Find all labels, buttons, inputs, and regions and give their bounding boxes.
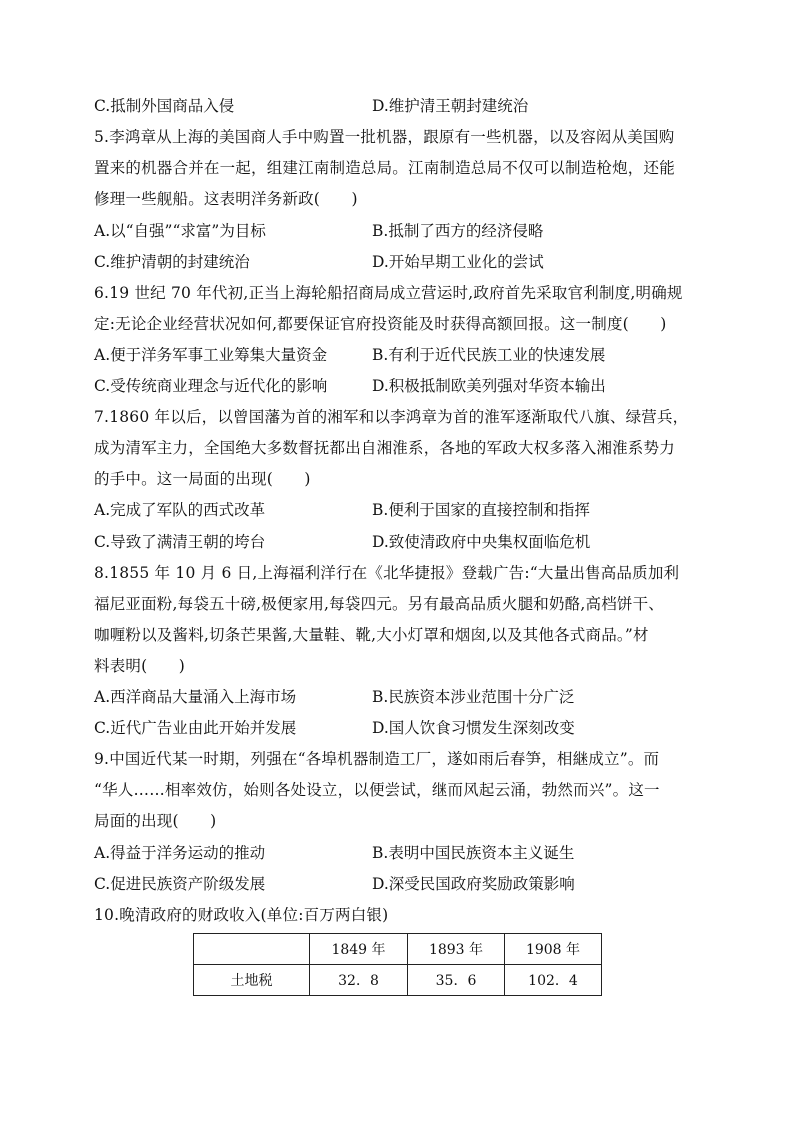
table-row [194,965,602,996]
q7-option-c: C.导致了满清王朝的垮台 [94,533,266,551]
q5-option-a: A.以“自强”“求富”为目标 [94,222,266,240]
q7-option-d: D.致使清政府中央集权面临危机 [372,533,591,551]
q5-stem-line: 5.李鸿章从上海的美国商人手中购置一批机器，跟原有一些机器，以及容闳从美国购 [94,128,675,146]
q7-option-b: B.便利于国家的直接控制和指挥 [372,501,590,519]
q8-option-a: A.西洋商品大量涌入上海市场 [94,688,297,706]
table-header-cell: 1908 年 [505,934,602,965]
q5-option-d: D.开始早期工业化的尝试 [372,253,544,271]
q6-stem-line: 6.19 世纪 70 年代初,正当上海轮船招商局成立营运时,政府首先采取官利制度,明确规 [94,284,683,302]
q5-stem-line: 修理一些舰船。这表明洋务新政( ) [94,190,358,208]
table-cell: 102．4 [505,965,602,996]
q7-stem-line: 成为清军主力，全国绝大多数督抚都出自湘淮系，各地的军政大权多落入湘淮系势力 [94,439,675,457]
q9-stem-line: “华人……相率效仿，始则各处设立，以便尝试，继而风起云涌，勃然而兴”。这一 [94,781,660,799]
q9-option-c: C.促进民族资产阶级发展 [94,875,266,893]
q9-stem-line: 9.中国近代某一时期，列强在“各埠机器制造工厂，遂如雨后春笋，相継成立”。而 [94,750,660,768]
q5-option-c: C.维护清朝的封建统治 [94,253,250,271]
q8-stem-line: 料表明( ) [94,657,185,675]
table-cell: 土地税 [194,965,310,996]
q9-stem-line: 局面的出现( ) [94,812,217,830]
q9-option-a: A.得益于洋务运动的推动 [94,844,266,862]
q8-option-c: C.近代广告业由此开始并发展 [94,719,297,737]
q6-option-b: B.有利于近代民族工业的快速发展 [372,346,606,364]
q8-stem-line: 8.1855 年 10 月 6 日,上海福利洋行在《北华捷报》登载广告:“大量出售高品质加利 [94,564,680,582]
q8-stem-line: 福尼亚面粉,每袋五十磅,极便家用,每袋四元。另有最高品质火腿和奶酪,高档饼干、 [94,595,665,613]
q7-stem-line: 7.1860 年以后，以曾国藩为首的湘军和以李鸿章为首的淮军逐渐取代八旗、绿营兵， [94,408,689,426]
q4-option-c: C.抵制外国商品入侵 [94,97,235,115]
q6-stem-line: 定:无论企业经营状况如何,都要保证官府投资能及时获得高额回报。这一制度( ) [94,315,667,333]
q7-option-a: A.完成了军队的西式改革 [94,501,266,519]
table-header-row [194,934,602,965]
q5-option-b: B.抵制了西方的经济侵略 [372,222,544,240]
q8-option-b: B.民族资本涉业范围十分广泛 [372,688,575,706]
q7-stem-line: 的手中。这一局面的出现( ) [94,470,311,488]
q8-option-d: D.国人饮食习惯发生深刻改变 [372,719,575,737]
q4-option-d: D.维护清王朝封建统治 [372,97,529,115]
q6-option-a: A.便于洋务军事工业筹集大量资金 [94,346,328,364]
q10-stem: 10.晚清政府的财政收入(单位:百万两白银) [94,906,389,924]
table-cell: 32．8 [310,965,408,996]
q6-option-c: C.受传统商业理念与近代化的影响 [94,377,328,395]
q9-option-d: D.深受民国政府奖励政策影响 [372,875,575,893]
table-header-cell [194,934,310,965]
table-header-cell: 1893 年 [408,934,505,965]
q5-stem-line: 置来的机器合并在一起，组建江南制造总局。江南制造总局不仅可以制造枪炮，还能 [94,159,675,177]
q9-option-b: B.表明中国民族资本主义诞生 [372,844,575,862]
q8-stem-line: 咖喱粉以及酱料,切条芒果酱,大量鞋、靴,大小灯罩和烟囱,以及其他各式商品。”材 [94,626,649,644]
table-cell: 35．6 [408,965,505,996]
finance-table [193,933,602,996]
q6-option-d: D.积极抵制欧美列强对华资本输出 [372,377,606,395]
table-header-cell: 1849 年 [310,934,408,965]
